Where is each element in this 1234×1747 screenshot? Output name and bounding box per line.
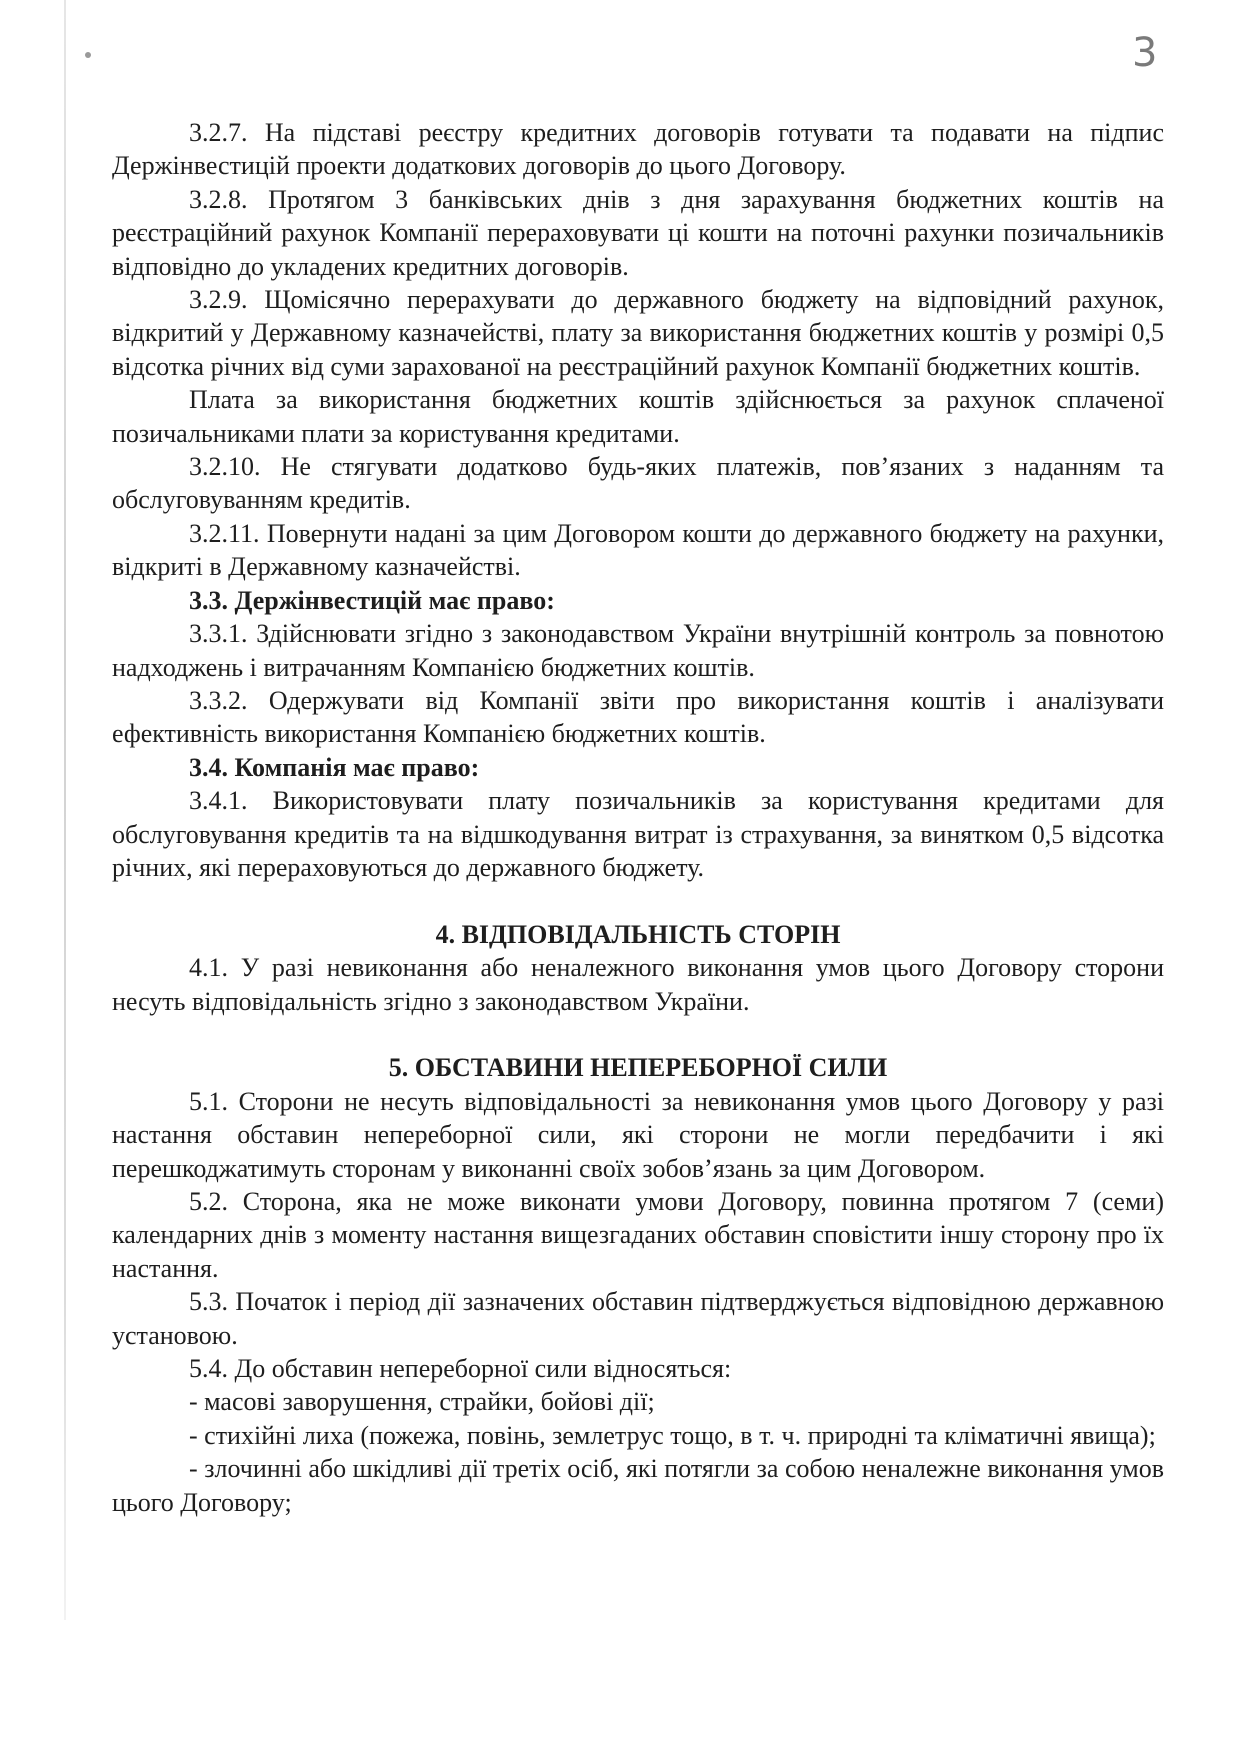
clause-3-2-8: 3.2.8. Протягом 3 банківських днів з дня зарахування бюджетних коштів на реєстраційний рахунок Компанії перераховувати ці кошти на поточні рахунки позичальників відповідно до укладених кредитних договорів.: [112, 184, 1164, 281]
list-item-riots: - масові заворушення, страйки, бойові дії;: [189, 1387, 655, 1417]
list-item-third-party-actions: - злочинні або шкідливі дії третіх осіб, які потягли за собою неналежне виконання умов цього Договору;: [112, 1454, 1164, 1517]
clause-5-3: 5.3. Початок і період дії зазначених обставин підтверджується відповідною державною установою.: [112, 1287, 1164, 1350]
clause-3-3-1: 3.3.1. Здійснювати згідно з законодавством України внутрішній контроль за повнотою надходжень і витрачанням Компанією бюджетних коштів.: [112, 619, 1164, 682]
section-5-heading: 5. ОБСТАВИНИ НЕПЕРЕБОРНОЇ СИЛИ: [388, 1053, 888, 1083]
clause-5-2: 5.2. Сторона, яка не може виконати умови Договору, повинна протягом 7 (семи) календарних днів з моменту настання вищезгаданих обставин сповістити іншу сторону про їх настання.: [112, 1186, 1164, 1283]
scan-speck: [85, 52, 91, 58]
clause-3-2-7: 3.2.7. На підставі реєстру кредитних договорів готувати та подавати на підпис Держінвестицій проекти додаткових договорів до цього Договору.: [112, 118, 1164, 181]
scan-edge: [64, 0, 66, 1620]
clause-3-2-9-payment-note: Плата за використання бюджетних коштів здійснюється за рахунок сплаченої позичальниками плати за користування кредитами.: [112, 385, 1164, 448]
section-4-heading: 4. ВІДПОВІДАЛЬНІСТЬ СТОРІН: [435, 919, 841, 949]
subheading-3-4: 3.4. Компанія має право:: [189, 752, 480, 782]
clause-3-2-10: 3.2.10. Не стягувати додатково будь-яких платежів, пов’язаних з наданням та обслуговуванням кредитів.: [112, 452, 1164, 515]
clause-5-4: 5.4. До обставин непереборної сили відносяться:: [189, 1354, 732, 1383]
list-item-natural-disasters: - стихійні лиха (пожежа, повінь, землетрус тощо, в т. ч. природні та кліматичні явища);: [189, 1420, 1156, 1450]
section-spacer: [112, 884, 1164, 917]
clause-3-4-1: 3.4.1. Використовувати плату позичальників за користування кредитами для обслуговування кредитів та на відшкодування витрат із страхування, за винятком 0,5 відсотка річних, які перераховуються до державного бюджету.: [112, 786, 1164, 882]
section-spacer: [112, 1018, 1164, 1051]
clause-5-1: 5.1. Сторони не несуть відповідальності за невиконання умов цього Договору у разі настання обставин непереборної сили, які сторони не могли передбачити і які перешкоджатимуть сторонам у виконанні своїх зобов’язань за цим Договором.: [112, 1086, 1164, 1183]
clause-3-2-11: 3.2.11. Повернути надані за цим Договором кошти до державного бюджету на рахунки, відкриті в Державному казначействі.: [112, 518, 1164, 582]
page-number: 3: [1132, 30, 1158, 76]
subheading-3-3: 3.3. Держінвестицій має право:: [189, 585, 555, 615]
clause-3-3-2: 3.3.2. Одержувати від Компанії звіти про використання коштів і аналізувати ефективність використання Компанією бюджетних коштів.: [112, 685, 1164, 749]
document-body: [112, 116, 1164, 1519]
clause-3-2-9: 3.2.9. Щомісячно перерахувати до державного бюджету на відповідний рахунок, відкритий у Державному казначействі, плату за використання бюджетних коштів у розмірі 0,5 відсотка річних від суми зарахованої на реєстраційний рахунок Компанії бюджетних коштів.: [112, 285, 1164, 381]
clause-4-1: 4.1. У разі невиконання або неналежного виконання умов цього Договору сторони несуть відповідальність згідно з законодавством України.: [112, 953, 1164, 1016]
